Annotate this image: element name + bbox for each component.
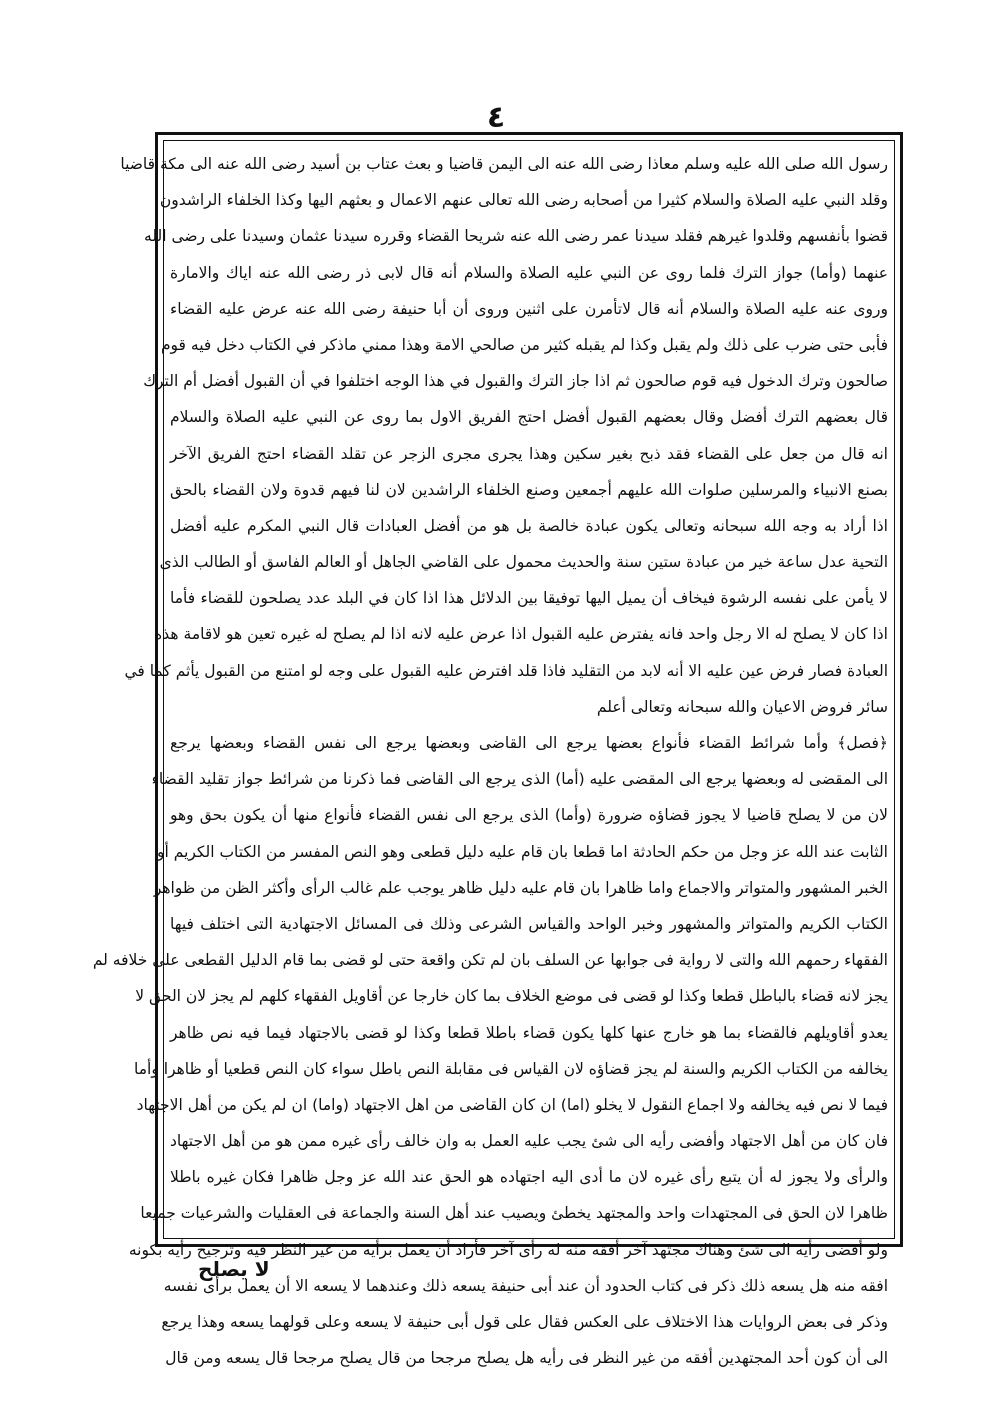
catchword: لا يصلح bbox=[198, 1257, 270, 1281]
text-line: بصنع الانبياء والمرسلين صلوات الله عليهم أجمعين وصنع الخلفاء الراشدين لان لنا فيهم قدوة ولان القضاء بالحق bbox=[170, 480, 888, 499]
text-line: والرأى ولا يجوز له أن يتبع رأى غيره لان ما أدى اليه اجتهاده هو الحق عند الله عز وجل ظاهرا فكان غيره باطلا bbox=[170, 1168, 888, 1187]
text-line: قال بعضهم الترك أفضل وقال بعضهم القبول أفضل احتج الفريق الاول بما روى عن النبي عليه الصلاة والسلام bbox=[170, 408, 888, 427]
text-line: الفقهاء رحمهم الله والتى لا رواية فى جوابها عن السلف بان لم تكن واقعة حتى لو قضى بما قام الدليل القطعى على خلافه لم bbox=[92, 951, 888, 970]
text-line: فان كان من أهل الاجتهاد وأفضى رأيه الى شئ يجب عليه العمل به وان خالف رأى غيره ممن هو من أهل الاجتهاد bbox=[170, 1132, 888, 1151]
page-number: ٤ bbox=[486, 100, 506, 135]
text-line: ولو أفضى رأيه الى شئ وهناك مجتهد آخر أفقه منه له رأى آخر فأراد أن يعمل برأيه من غير النظر فيه وترجيح رأيه بكونه bbox=[128, 1240, 888, 1259]
text-line: افقه منه هل يسعه ذلك ذكر فى كتاب الحدود أن عند أبى حنيفة يسعه ذلك وعندهما لا يسعه الا أن يعمل برأى نفسه bbox=[163, 1276, 888, 1295]
text-line: الثابت عند الله عز وجل من حكم الحادثة اما قطعا بان قام عليه دليل قطعى وهو النص المفسر من الكتاب الكريم أو bbox=[157, 842, 888, 861]
text-line: لا يأمن على نفسه الرشوة فيخاف أن يميل اليها توفيقا بين الدلائل هذا اذا كان في البلد عدد يصلحون للقضاء فأما bbox=[170, 589, 888, 608]
text-line: يعدو أقاويلهم فالقضاء بما هو خارج عنها كلها يكون قضاء باطلا قطعا وكذا لو قضى بالاجتهاد فيما فيه نص ظاهر bbox=[170, 1023, 888, 1042]
text-line: التحية عدل ساعة خير من عبادة ستين سنة والحديث محمول على القاضي الجاهل أو العالم الفاسق أو الطالب الذى bbox=[159, 553, 888, 572]
text-line: اذا كان لا يصلح له الا رجل واحد فانه يفترض عليه القبول اذا عرض عليه لانه اذا لم يصلح له غيره تعين هو لاقامة هذه bbox=[154, 625, 888, 644]
text-line: عنهما (وأما) جواز الترك فلما روى عن النبي عليه الصلاة والسلام أنه قال لابى ذر رضى الله عنه اياك والامارة bbox=[170, 263, 888, 282]
text-line: وذكر فى بعض الروايات هذا الاختلاف على العكس فقال على قول أبى حنيفة لا يسعه وعلى قولهما يسعه وهذا يرجع bbox=[161, 1313, 888, 1331]
section-heading-line: ﴿فصل﴾ وأما شرائط القضاء فأنواع بعضها يرجع الى القاضى وبعضها يرجع الى نفس القضاء وبعضها يرجع bbox=[170, 734, 888, 752]
text-line-paragraph-end: سائر فروض الاعيان والله سبحانه وتعالى أعلم bbox=[596, 697, 888, 716]
text-line: قضوا بأنفسهم وقلدوا غيرهم فقلد سيدنا عمر رضى الله عنه شريحا القضاء وقرره سيدنا عثمان وسيدنا على رضى الله bbox=[144, 227, 888, 246]
text-line: فيما لا نص فيه يخالفه ولا اجماع النقول لا يخلو (اما) ان كان القاضى من اهل الاجتهاد (واما) ان لم يكن من أهل الاجتهاد bbox=[136, 1095, 888, 1114]
text-line: انه قال من جعل على القضاء فقد ذبح بغير سكين وهذا يجرى مجرى الزجر عن تقلد القضاء احتج الفريق الآخر bbox=[170, 444, 888, 463]
text-line: وقلد النبي عليه الصلاة والسلام كثيرا من أصحابه رضى الله تعالى عنهم الاعمال و بعثهم اليها وكذا الخلفاء الراشدون bbox=[159, 191, 888, 210]
text-line: الكتاب الكريم والمتواتر والمشهور وخبر الواحد والقياس الشرعى وذلك فى المسائل الاجتهادية التى اختلف فيها bbox=[170, 914, 888, 933]
text-line: صالحون وترك الدخول فيه قوم صالحون ثم اذا جاز الترك والقبول في هذا الوجه اختلفوا في أن القبول أفضل أم الترك bbox=[143, 372, 888, 391]
text-line: الخبر المشهور والمتواتر والاجماع واما ظاهرا بان قام عليه دليل ظاهر يوجب علم غالب الرأى وأكثر الظن من ظواهر bbox=[153, 878, 888, 897]
text-line: يخالفه من الكتاب الكريم والسنة لم يجز قضاؤه لان القياس فى مقابلة النص باطل سواء كان النص قطعيا أو ظاهرا وأما bbox=[134, 1059, 888, 1078]
text-line: العبادة فصار فرض عين عليه الا أنه لابد من التقليد فاذا قلد افترض عليه القبول على وجه لو امتنع من القبول يأثم كما في bbox=[124, 661, 888, 680]
text-line: اذا أراد به وجه الله سبحانه وتعالى يكون عبادة خالصة بل هو من أفضل العبادات قال النبي المكرم عليه أفضل bbox=[170, 516, 888, 535]
text-block bbox=[92, 146, 888, 1368]
text-line: ظاهرا لان الحق فى المجتهدات واحد والمجتهد يخطئ ويصيب عند أهل السنة والجماعة فى العقليات والشرعيات جميعا bbox=[140, 1204, 888, 1223]
text-line: رسول الله صلى الله عليه وسلم معاذا رضى الله عنه الى اليمن قاضيا و بعث عتاب بن أسيد رضى الله عنه الى مكة قاضيا bbox=[120, 155, 888, 173]
text-line: الى المقضى له وبعضها يرجع الى المقضى عليه (أما) الذى يرجع الى القاضى فما ذكرنا من شرائط جواز تقليد القضاء bbox=[151, 770, 888, 789]
text-line: الى أن كون أحد المجتهدين أفقه من غير النظر فى رأيه هل يصلح مرجحا من قال يصلح مرجحا قال يسعه ومن قال bbox=[165, 1349, 888, 1368]
text-line: لان من لا يصلح قاضيا لا يجوز قضاؤه ضرورة (وأما) الذى يرجع الى نفس القضاء فأنواع منها أن يكون بحق وهو bbox=[170, 806, 888, 825]
text-line: يجز لانه قضاء بالباطل قطعا وكذا لو قضى فى موضع الخلاف بما كان خارجا عن أقاويل الفقهاء كلهم لم يجز لان الحق لا bbox=[135, 987, 888, 1006]
text-line: وروى عنه عليه الصلاة والسلام أنه قال لاتأمرن على اثنين وروى أن أبا حنيفة رضى الله عنه عرض عليه القضاء bbox=[170, 299, 888, 318]
text-line: فأبى حتى ضرب على ذلك ولم يقبل وكذا لم يقبله كثير من صالحي الامة وهذا ممني ماذكر في الكتاب دخل فيه قوم bbox=[160, 335, 888, 354]
